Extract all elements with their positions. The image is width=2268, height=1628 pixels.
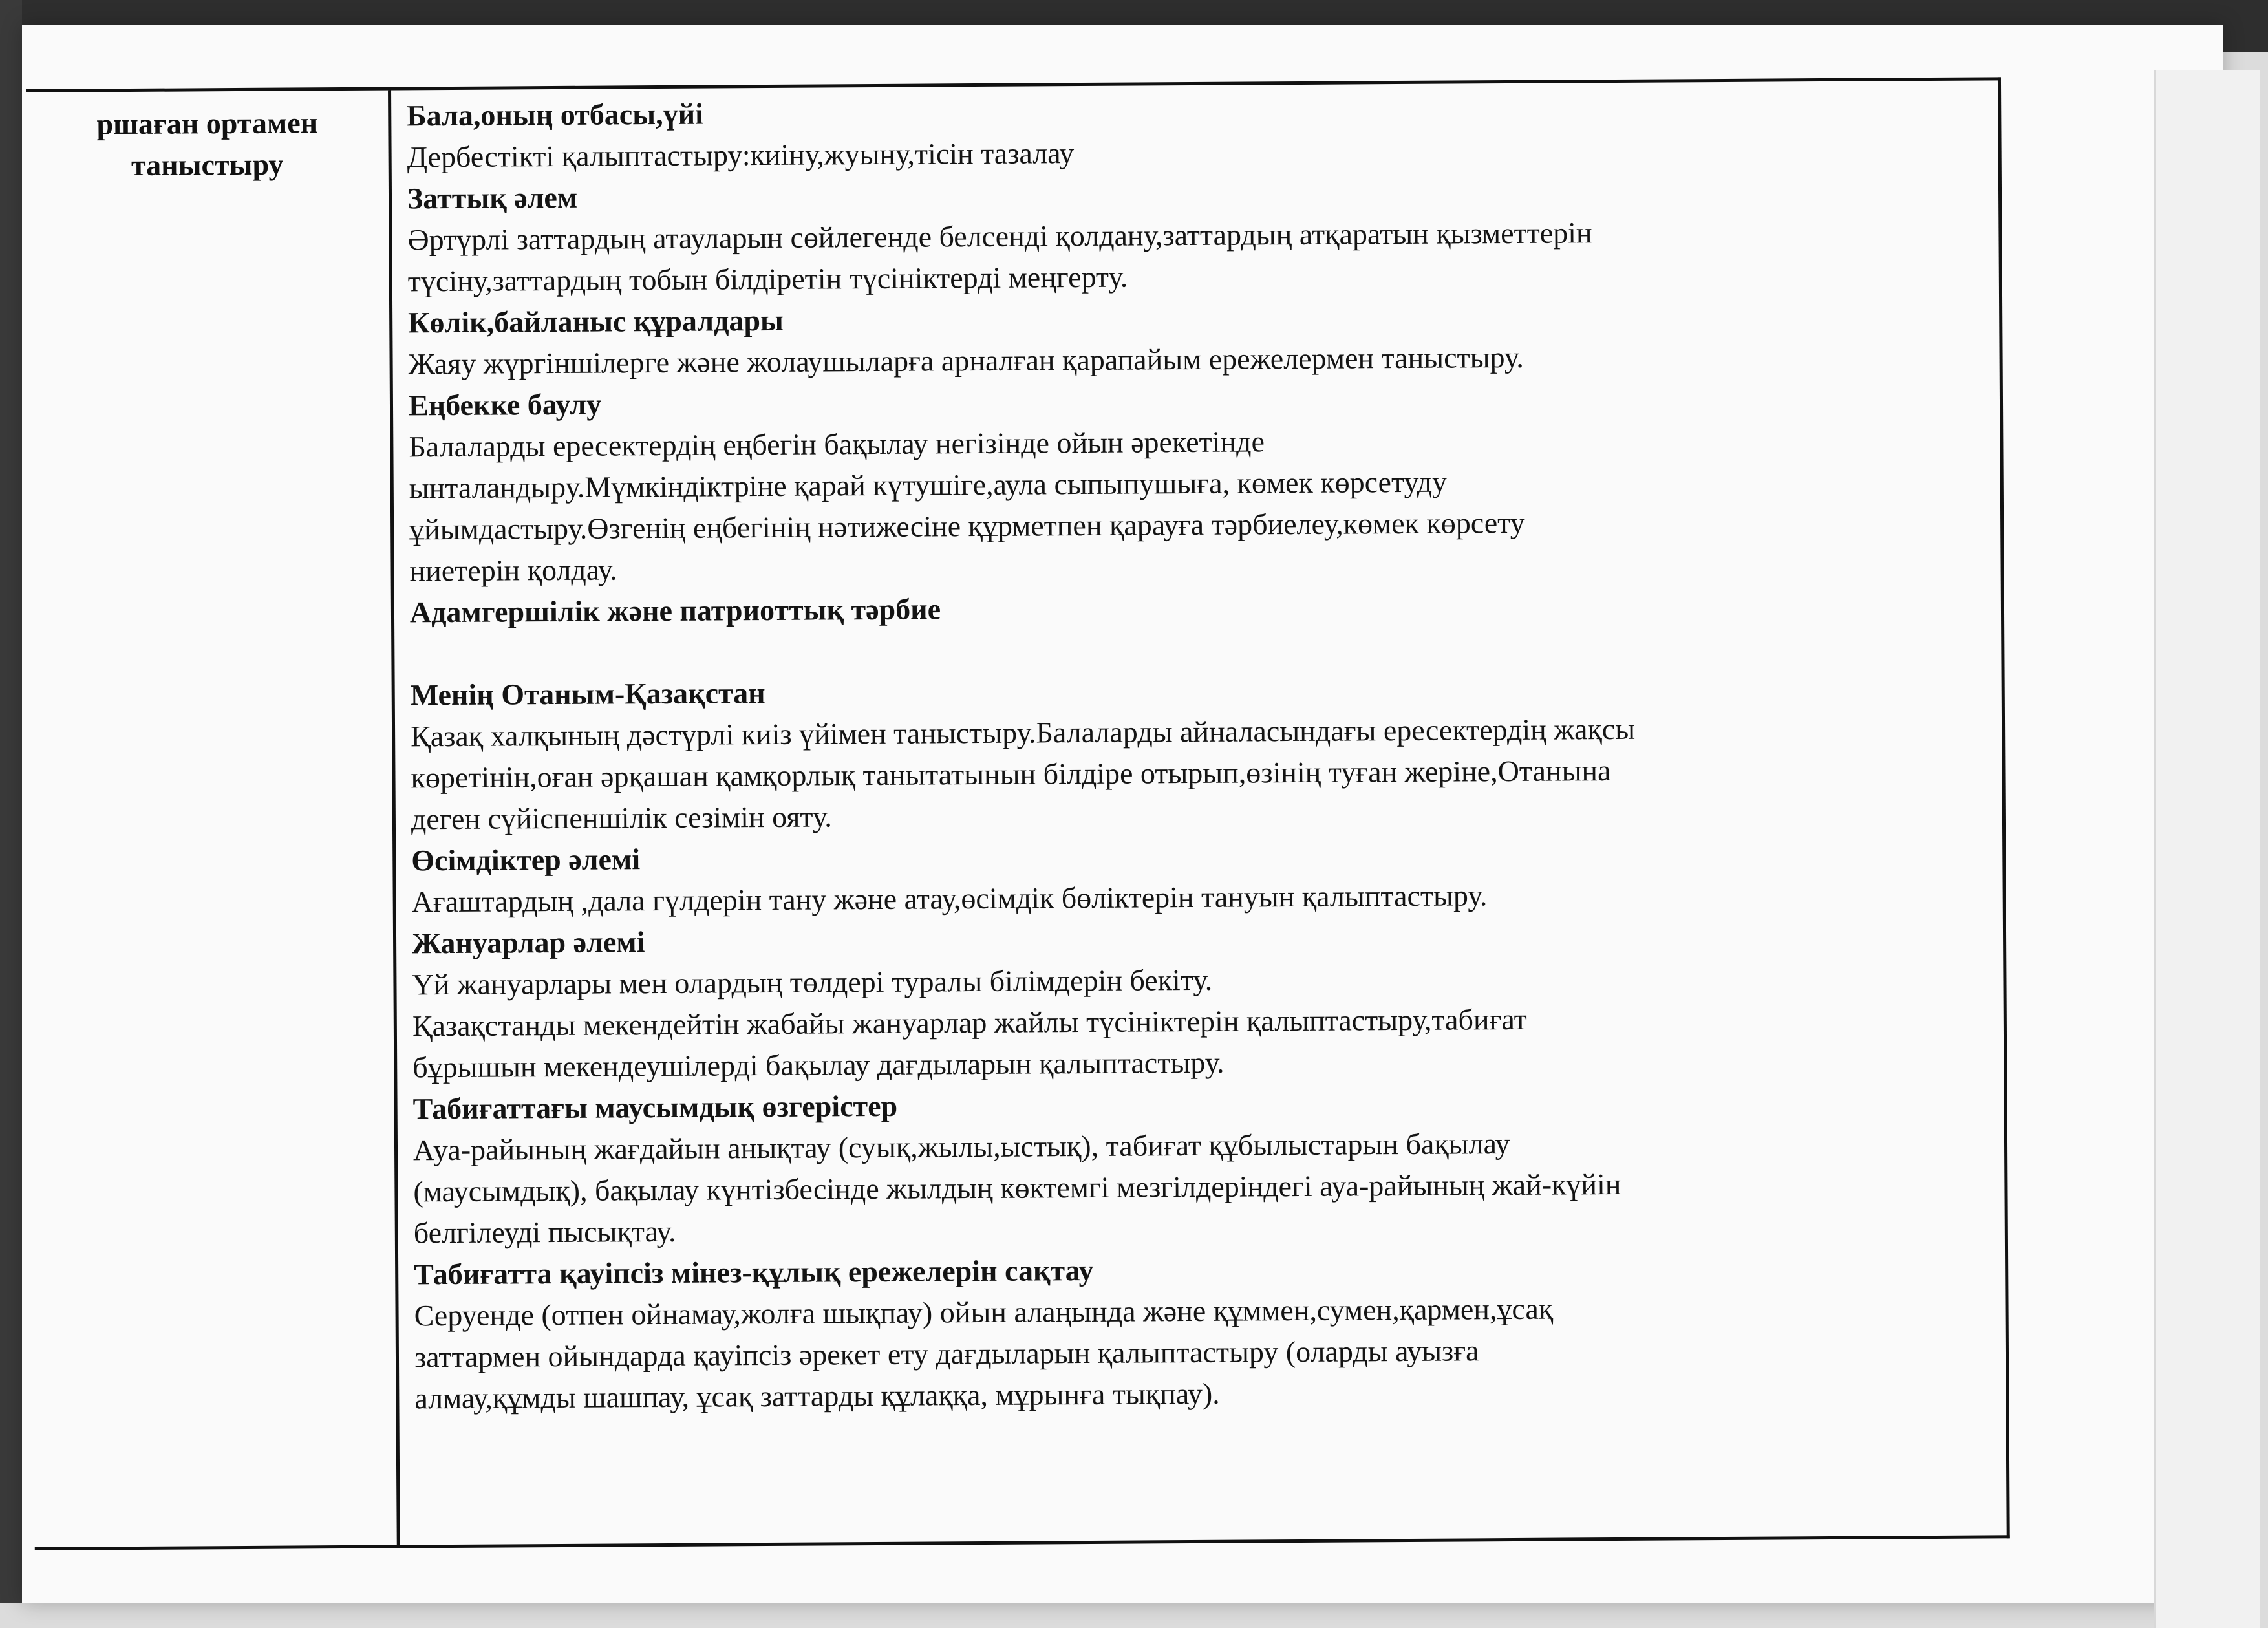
section-text-line: Балаларды ересектердің еңбегін бақылау негізінде ойын әрекетінде bbox=[409, 425, 1265, 464]
section-heading: Адамгершілік және патриоттық тәрбие bbox=[409, 592, 941, 629]
section-text-line: түсіну,заттардың тобын білдіретін түсініктерді меңгерту. bbox=[407, 260, 1128, 298]
section-text-line: Ауа-райының жағдайын анықтау (суық,жылы,ыстық), табиғат құбылыстарын бақылау bbox=[412, 1127, 1510, 1167]
section-text-line: белгілеуді пысықтау. bbox=[413, 1214, 676, 1250]
section-text-line: Дербестікті қалыптастыру:киіну,жуыну,тісін тазалау bbox=[407, 136, 1075, 174]
section-text-line: деген сүйіспеншілік сезімін ояту. bbox=[411, 800, 832, 836]
section-text-line: Ағаштардың ,дала гүлдерін тану және атау,өсімдік бөліктерін тануын қалыптастыру. bbox=[411, 879, 1488, 919]
section-text-line: Әртүрлі заттардың атауларын сөйлегенде белсенді қолдану,заттардың атқаратын қызметтерін bbox=[407, 216, 1592, 257]
section-text-line: ұйымдастыру.Өзгенің еңбегінің нәтижесіне құрметпен қарауға тәрбиелеу,көмек көрсету bbox=[409, 506, 1525, 546]
subject-line-2: таныстыру bbox=[131, 147, 284, 182]
section-text-line: заттармен ойындарда қауіпсіз әрекет ету дағдыларын қалыптастыру (оларды ауызға bbox=[414, 1334, 1479, 1374]
content-cell bbox=[391, 80, 2007, 1545]
section-heading: Менің Отаным-Қазақстан bbox=[410, 676, 765, 712]
scanned-page bbox=[22, 25, 2223, 1603]
curriculum-table bbox=[26, 77, 2010, 1550]
section-heading: Жануарлар әлемі bbox=[411, 925, 645, 960]
section-text-line: ынталандыру.Мүмкіндіктріне қарай күтушіге,аула сыпыпушыға, көмек көрсетуду bbox=[409, 465, 1448, 505]
section-text-line: (маусымдық), бақылау күнтізбесінде жылдың көктемгі мезгілдеріндегі ауа-райының жай-күйін bbox=[413, 1167, 1621, 1208]
scan-shadow-left bbox=[0, 0, 22, 1603]
section-heading: Табиғатта қауіпсіз мінез-құлық ережелерін сақтау bbox=[414, 1253, 1094, 1291]
section-heading: Көлік,байланыс құралдары bbox=[408, 303, 784, 339]
subject-line-1: ршаған ортамен bbox=[96, 106, 318, 141]
underlying-page-edge bbox=[2154, 70, 2260, 1628]
section-text-line: Үй жануарлары мен олардың төлдері туралы білімдерін бекіту. bbox=[412, 963, 1213, 1001]
section-text-line: Қазақ халқының дәстүрлі киіз үйімен таныстыру.Балаларды айналасындағы ересектердің жақсы bbox=[410, 712, 1636, 753]
subject-cell bbox=[26, 91, 400, 1547]
section-text-line: Жаяу жүргіншілерге және жолаушыларға арналған қарапайым ережелермен таныстыру. bbox=[408, 340, 1524, 381]
section-text-line: бұрышын мекендеушілерді бақылау дағдыларын қалыптастыру. bbox=[412, 1045, 1225, 1084]
section-text-line: Қазақстанды мекендейтін жабайы жануарлар жайлы түсініктерін қалыптастыру,табиғат bbox=[412, 1002, 1527, 1043]
section-text-line: көретінін,оған әрқашан қамқорлық танытатынын білдіре отырып,өзінің туған жеріне,Отанына bbox=[411, 754, 1611, 795]
section-heading: Табиғаттағы маусымдық өзгерістер bbox=[412, 1089, 898, 1126]
section-heading: Өсімдіктер әлемі bbox=[411, 842, 641, 877]
section-text-line: Серуенде (отпен ойнамау,жолға шықпау) ойын алаңында және құммен,сумен,қармен,ұсақ bbox=[414, 1292, 1554, 1333]
section-text-line: алмау,құмды шашпау, ұсақ заттарды құлаққа, мұрынға тықпау). bbox=[414, 1376, 1220, 1415]
section-heading: Еңбекке баулу bbox=[408, 387, 602, 422]
section-heading: Бала,оның отбасы,үйі bbox=[407, 97, 704, 133]
section-text-line: ниетерін қолдау. bbox=[409, 553, 617, 588]
section-heading: Заттық әлем bbox=[407, 180, 578, 215]
